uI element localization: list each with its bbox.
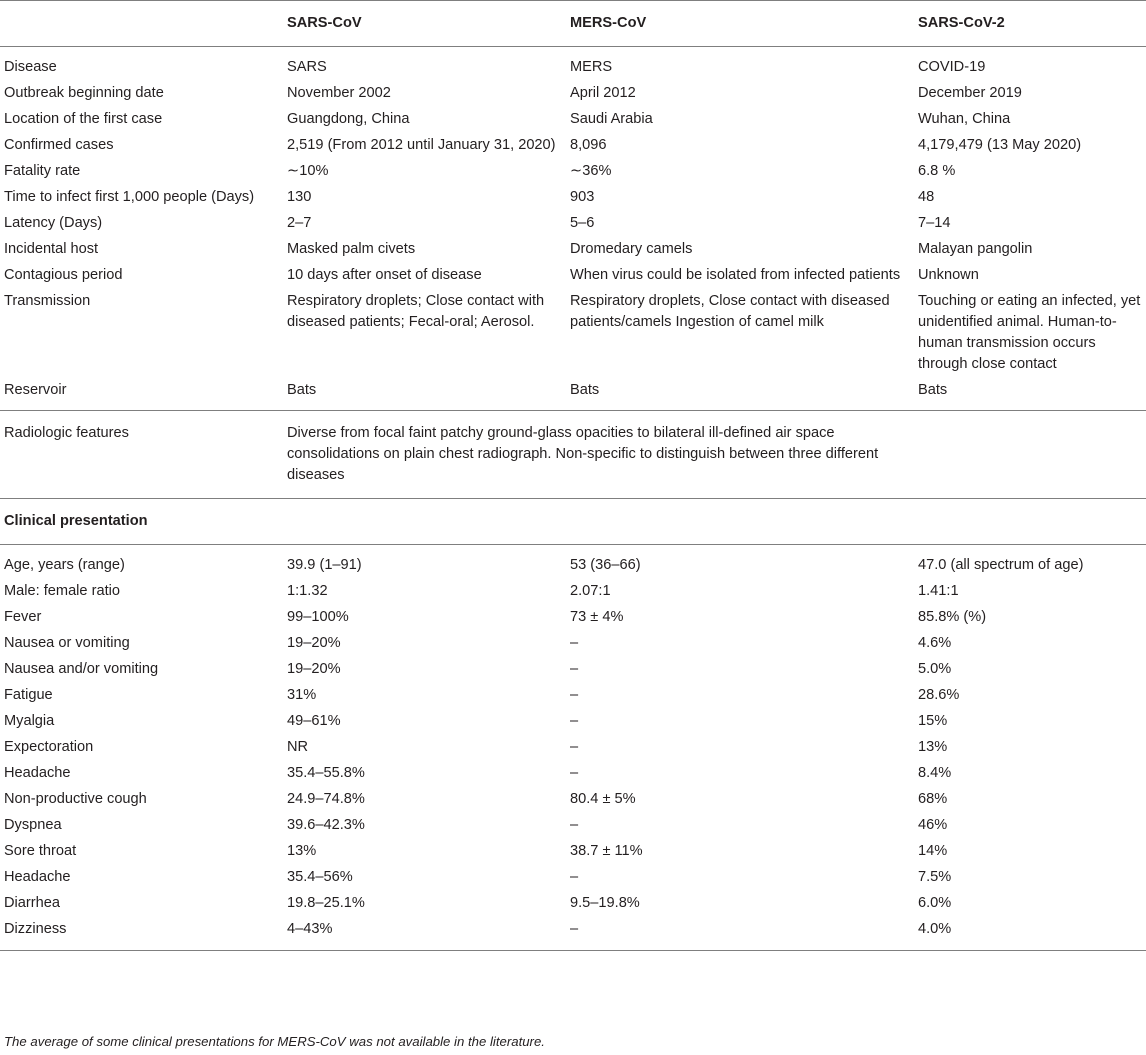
table-row xyxy=(0,680,1146,706)
cov2-cell: 1.41:1 xyxy=(918,583,959,599)
row-label: Nausea and/or vomiting xyxy=(4,661,159,677)
sars-cell: 99–100% xyxy=(287,609,349,625)
cov2-cell: 6.0% xyxy=(918,895,952,911)
row-label: Expectoration xyxy=(4,739,94,755)
row-label: Non-productive cough xyxy=(4,791,147,807)
table-row xyxy=(0,208,1146,234)
mers-cell: April 2012 xyxy=(570,85,636,101)
mers-cell: – xyxy=(570,765,579,781)
sars-cell: 19.8–25.1% xyxy=(287,895,365,911)
table-row xyxy=(0,576,1146,602)
sars-cell: 2,519 (From 2012 until January 31, 2020) xyxy=(287,137,556,153)
mers-cell: – xyxy=(570,739,579,755)
table-row xyxy=(0,706,1146,732)
mers-cell: 903 xyxy=(570,189,595,205)
mers-cell: – xyxy=(566,914,914,951)
mers-cell: – xyxy=(570,687,579,703)
header-cell-blank xyxy=(0,1,283,47)
row-label: Sore throat xyxy=(4,843,77,859)
row-label: Location of the first case xyxy=(4,111,163,127)
mers-cell: 53 (36–66) xyxy=(570,557,641,573)
cov2-cell: COVID-19 xyxy=(918,59,986,75)
cov2-cell: Bats xyxy=(914,375,1146,411)
row-label: Confirmed cases xyxy=(4,137,114,153)
cov2-cell: 4.6% xyxy=(918,635,952,651)
radiologic-text: Diverse from focal faint patchy ground-glass opacities to bilateral ill-defined air space consolidations on plain chest radiograph. Non-specific to distinguish between three different diseases xyxy=(283,411,914,499)
mers-cell: Dromedary camels xyxy=(570,241,693,257)
cov2-cell: 5.0% xyxy=(918,661,952,677)
table-row xyxy=(0,862,1146,888)
sars-cell: 31% xyxy=(287,687,317,703)
sars-cell: 39.6–42.3% xyxy=(287,817,365,833)
row-label: Outbreak beginning date xyxy=(4,85,164,101)
cov2-cell: 4,179,479 (13 May 2020) xyxy=(918,137,1082,153)
cov2-cell: Unknown xyxy=(918,267,979,283)
mers-cell: – xyxy=(570,713,579,729)
cov2-cell: 47.0 (all spectrum of age) xyxy=(918,557,1084,573)
sars-cell: 1:1.32 xyxy=(287,583,328,599)
row-label: Fatigue xyxy=(4,687,53,703)
table-row xyxy=(0,375,1146,411)
table-row xyxy=(0,182,1146,208)
row-label: Fatality rate xyxy=(4,163,81,179)
table-row xyxy=(0,286,1146,375)
cov2-cell: 85.8% (%) xyxy=(918,609,987,625)
cov2-cell: 7.5% xyxy=(918,869,952,885)
table-row xyxy=(0,888,1146,914)
cov2-cell: December 2019 xyxy=(918,85,1022,101)
sars-cell: Guangdong, China xyxy=(287,111,410,127)
cov2-cell: Wuhan, China xyxy=(918,111,1011,127)
sars-cell: 39.9 (1–91) xyxy=(287,557,362,573)
radiologic-row xyxy=(0,411,1146,499)
sars-cell: 35.4–55.8% xyxy=(287,765,365,781)
table-row xyxy=(0,130,1146,156)
sars-cell: Masked palm civets xyxy=(287,241,416,257)
mers-cell: 8,096 xyxy=(570,137,607,153)
table-row xyxy=(0,602,1146,628)
row-label: Diarrhea xyxy=(4,895,60,911)
sars-cell: 13% xyxy=(287,843,317,859)
table-row xyxy=(0,784,1146,810)
cov2-cell: 13% xyxy=(918,739,948,755)
row-label: Latency (Days) xyxy=(4,215,103,231)
sars-cell: 2–7 xyxy=(287,215,312,231)
row-label: Headache xyxy=(4,869,71,885)
mers-cell: 73 ± 4% xyxy=(570,609,624,625)
row-label: Myalgia xyxy=(4,713,55,729)
sars-cell: 19–20% xyxy=(287,635,341,651)
sars-cell: NR xyxy=(287,739,309,755)
row-label: Time to infect first 1,000 people (Days) xyxy=(4,189,255,205)
sars-cell: ∼10% xyxy=(287,163,329,179)
table-row xyxy=(0,545,1146,577)
table-row xyxy=(0,836,1146,862)
row-label: Radiologic features xyxy=(0,411,283,499)
mers-cell: Bats xyxy=(566,375,914,411)
header-cell-mers-cov: MERS-CoV xyxy=(566,1,914,47)
cov2-cell: 8.4% xyxy=(918,765,952,781)
sars-cell: 49–61% xyxy=(287,713,341,729)
mers-cell: – xyxy=(570,661,579,677)
mers-cell: 5–6 xyxy=(570,215,595,231)
table-row xyxy=(0,810,1146,836)
mers-cell: – xyxy=(570,635,579,651)
table-header-row xyxy=(0,1,1146,47)
table-row xyxy=(0,628,1146,654)
mers-cell: When virus could be isolated from infected patients xyxy=(570,267,901,283)
mers-cell: Respiratory droplets, Close contact with diseased patients/camels Ingestion of camel milk xyxy=(570,293,890,330)
table-row xyxy=(0,156,1146,182)
cov2-cell: 46% xyxy=(918,817,948,833)
header-cell-sars-cov-2: SARS-CoV-2 xyxy=(914,1,1146,47)
row-label: Fever xyxy=(4,609,42,625)
sars-cell: SARS xyxy=(287,59,327,75)
row-label: Headache xyxy=(4,765,71,781)
table-row xyxy=(0,260,1146,286)
table-footnote: The average of some clinical presentations for MERS-CoV was not available in the literature. xyxy=(4,1034,545,1049)
mers-cell: 9.5–19.8% xyxy=(570,895,640,911)
row-label: Male: female ratio xyxy=(4,583,120,599)
row-label: Dyspnea xyxy=(4,817,62,833)
cov2-cell: Malayan pangolin xyxy=(918,241,1033,257)
mers-cell: 38.7 ± 11% xyxy=(570,843,643,859)
cov2-cell: 4.0% xyxy=(914,914,1146,951)
sars-cell: 10 days after onset of disease xyxy=(287,267,482,283)
cov2-cell: 14% xyxy=(918,843,948,859)
table-row xyxy=(0,104,1146,130)
table-row xyxy=(0,654,1146,680)
sars-cell: 4–43% xyxy=(283,914,566,951)
mers-cell: 2.07:1 xyxy=(570,583,611,599)
cov2-cell: 6.8 % xyxy=(918,163,956,179)
mers-cell: – xyxy=(570,817,579,833)
table-row xyxy=(0,234,1146,260)
table-row xyxy=(0,78,1146,104)
mers-cell: Saudi Arabia xyxy=(570,111,653,127)
sars-cell: 35.4–56% xyxy=(287,869,353,885)
sars-cell: Respiratory droplets; Close contact with diseased patients; Fecal-oral; Aerosol. xyxy=(287,293,545,330)
table-row xyxy=(0,732,1146,758)
row-label: Reservoir xyxy=(0,375,283,411)
sars-cell: 19–20% xyxy=(287,661,341,677)
row-label: Age, years (range) xyxy=(4,557,125,573)
cov2-cell: 68% xyxy=(918,791,948,807)
sars-cell: November 2002 xyxy=(287,85,391,101)
row-label: Dizziness xyxy=(0,914,283,951)
cov2-cell: 7–14 xyxy=(918,215,951,231)
cov2-cell: 28.6% xyxy=(918,687,960,703)
sars-cell: 130 xyxy=(287,189,312,205)
table-row xyxy=(0,914,1146,951)
sars-cell: Bats xyxy=(283,375,566,411)
mers-cell: 80.4 ± 5% xyxy=(570,791,636,807)
row-label: Transmission xyxy=(4,293,91,309)
row-label: Contagious period xyxy=(4,267,123,283)
mers-cell: MERS xyxy=(570,59,613,75)
sars-cell: 24.9–74.8% xyxy=(287,791,365,807)
cov2-cell: 15% xyxy=(918,713,948,729)
mers-cell: – xyxy=(570,869,579,885)
section-title: Clinical presentation xyxy=(0,499,1146,545)
row-label: Disease xyxy=(4,59,57,75)
header-cell-sars-cov: SARS-CoV xyxy=(283,1,566,47)
cov2-cell: 48 xyxy=(918,189,935,205)
empty-cell xyxy=(914,411,1146,499)
row-label: Nausea or vomiting xyxy=(4,635,130,651)
section-title-row xyxy=(0,499,1146,545)
table-row xyxy=(0,758,1146,784)
row-label: Incidental host xyxy=(4,241,99,257)
cov2-cell: Touching or eating an infected, yet unidentified animal. Human-to-human transmission occurs through close contact xyxy=(918,293,1141,372)
mers-cell: ∼36% xyxy=(570,163,612,179)
table-row xyxy=(0,47,1146,79)
